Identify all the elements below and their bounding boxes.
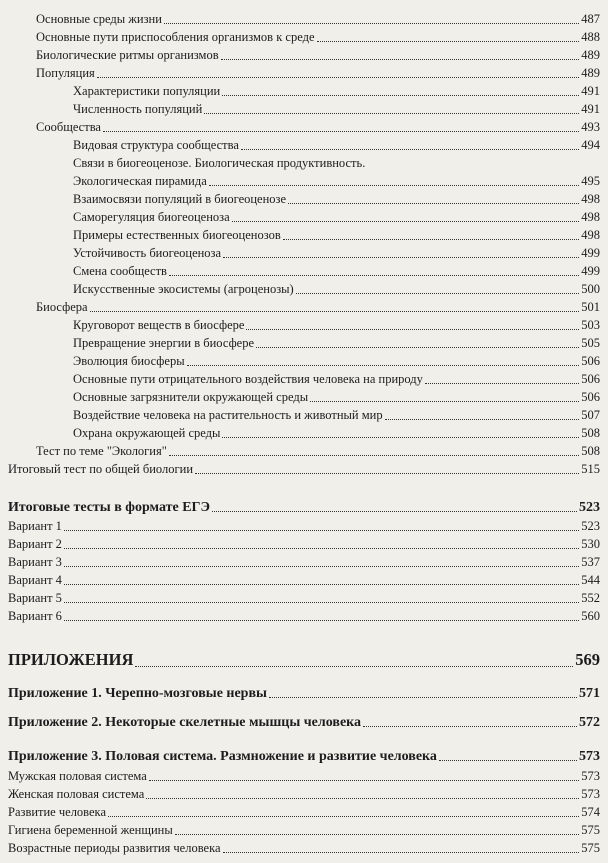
toc-entry: Популяция 489 xyxy=(36,66,600,80)
toc-entry: Возрастные периоды развития человека 575 xyxy=(8,841,600,855)
toc-entry: Мужская половая система 573 xyxy=(8,769,600,783)
toc-entry: Вариант 2 530 xyxy=(8,537,600,551)
toc-entry: Развитие человека 574 xyxy=(8,805,600,819)
toc-entry: Биосфера 501 xyxy=(36,300,600,314)
toc-entry: Экологическая пирамида 495 xyxy=(73,174,600,188)
toc-entry: Численность популяций 491 xyxy=(73,102,600,116)
toc-entry: Эволюция биосферы 506 xyxy=(73,354,600,368)
toc-entry: Воздействие человека на растительность и животный мир 507 xyxy=(73,408,600,422)
toc-heading-appendix-3: Приложение 3. Половая система. Размножение и развитие человека 573 xyxy=(8,749,600,764)
toc-entry: Примеры естественных биогеоценозов 498 xyxy=(73,228,600,242)
toc-entry: Искусственные экосистемы (агроценозы) 500 xyxy=(73,282,600,296)
toc-heading-ege: Итоговые тесты в формате ЕГЭ 523 xyxy=(8,500,600,515)
toc-entry: Основные пути отрицательного воздействия человека на природу 506 xyxy=(73,372,600,386)
toc-entry: Основные пути приспособления организмов к среде 488 xyxy=(36,30,600,44)
toc-entry: Вариант 3 537 xyxy=(8,555,600,569)
toc-entry: Видовая структура сообщества 494 xyxy=(73,138,600,152)
toc-entry: Вариант 4 544 xyxy=(8,573,600,587)
toc-entry: Охрана окружающей среды 508 xyxy=(73,426,600,440)
toc-entry: Круговорот веществ в биосфере 503 xyxy=(73,318,600,332)
toc-entry: Вариант 1 523 xyxy=(8,519,600,533)
toc-heading-appendix-2: Приложение 2. Некоторые скелетные мышцы человека 572 xyxy=(8,715,600,730)
toc-entry: Итоговый тест по общей биологии 515 xyxy=(8,462,600,476)
toc-entry: Вариант 5 552 xyxy=(8,591,600,605)
toc-entry: Женская половая система 573 xyxy=(8,787,600,801)
toc-entry: Превращение энергии в биосфере 505 xyxy=(73,336,600,350)
toc-entry: Связи в биогеоценозе. Биологическая продуктивность. xyxy=(73,156,366,170)
toc-entry: Вариант 6 560 xyxy=(8,609,600,623)
toc-heading-appendices: ПРИЛОЖЕНИЯ 569 xyxy=(8,650,600,669)
toc-entry: Гигиена беременной женщины 575 xyxy=(8,823,600,837)
toc-entry: Биологические ритмы организмов 489 xyxy=(36,48,600,62)
toc-entry: Взаимосвязи популяций в биогеоценозе 498 xyxy=(73,192,600,206)
toc-entry: Смена сообществ 499 xyxy=(73,264,600,278)
toc-heading-appendix-1: Приложение 1. Черепно-мозговые нервы 571 xyxy=(8,686,600,701)
toc-entry: Основные среды жизни 487 xyxy=(36,12,600,26)
toc-entry: Характеристики популяции 491 xyxy=(73,84,600,98)
toc-entry: Тест по теме "Экология" 508 xyxy=(36,444,600,458)
toc-entry: Основные загрязнители окружающей среды 506 xyxy=(73,390,600,404)
toc-entry: Устойчивость биогеоценоза 499 xyxy=(73,246,600,260)
toc-entry: Сообщества 493 xyxy=(36,120,600,134)
toc-entry: Саморегуляция биогеоценоза 498 xyxy=(73,210,600,224)
